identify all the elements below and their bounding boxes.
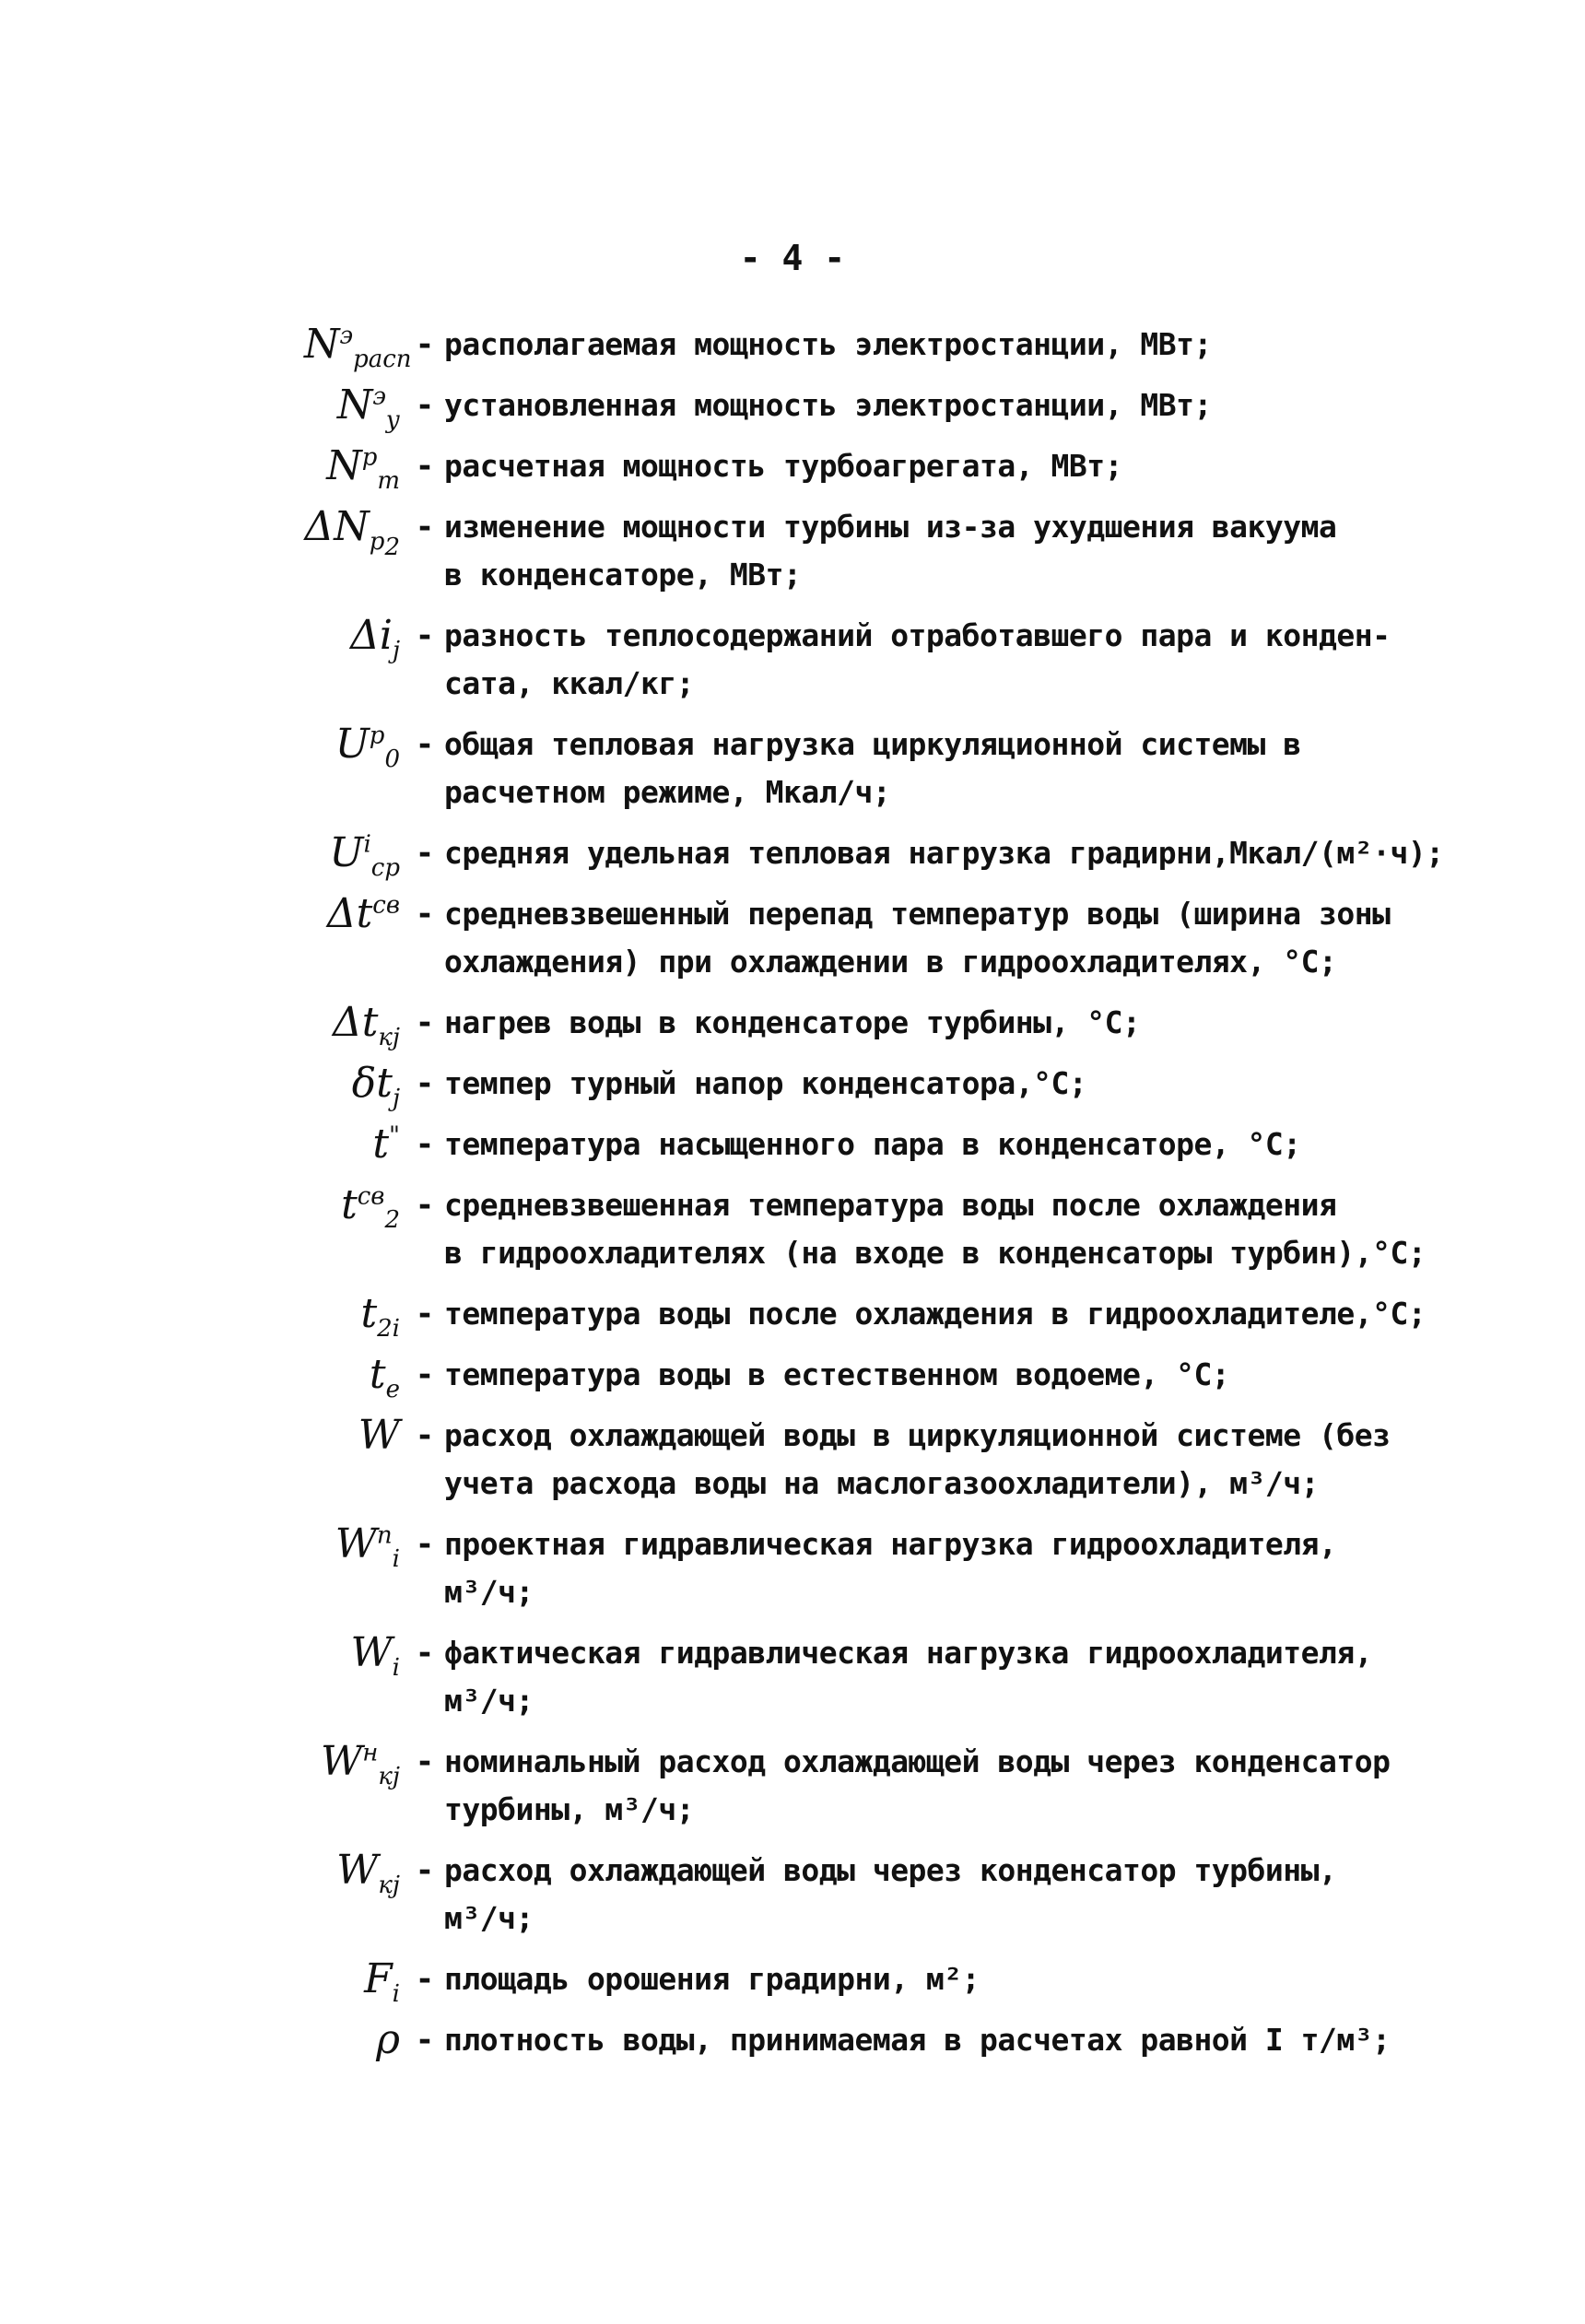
- definition-row: [304, 890, 1502, 986]
- definition-symbol: $t^{св}_2$: [341, 1181, 400, 1234]
- definition-dash: -: [415, 1065, 435, 1102]
- definition-row: [304, 1847, 1502, 1943]
- definition-text: фактическая гидравлическая нагрузка гидроохладителя, м³/ч;: [444, 1635, 1373, 1719]
- definition-row: [304, 829, 1502, 882]
- definition-text: температура воды после охлаждения в гидроохладителе,°С;: [444, 1296, 1426, 1332]
- definition-symbol: $t_{2i}$: [360, 1290, 400, 1343]
- definition-dash: -: [415, 2022, 435, 2059]
- definition-dash: -: [415, 1526, 435, 1563]
- definition-text: средняя удельная тепловая нагрузка градирни,Мкал/(м²·ч);: [444, 835, 1444, 871]
- definition-text: плотность воды, принимаемая в расчетах равной I т/м³;: [444, 2022, 1391, 2058]
- definition-dash: -: [415, 835, 435, 872]
- definition-dash: -: [415, 1356, 435, 1393]
- definition-row: [304, 721, 1502, 816]
- definition-dash: -: [415, 1743, 435, 1780]
- definition-text: проектная гидравлическая нагрузка гидроохладителя, м³/ч;: [444, 1526, 1337, 1610]
- definition-text: средневзвешенная температура воды после охлаждения в гидроохладителях (на входе в конденсаторы турбин),°С;: [444, 1187, 1426, 1271]
- definition-symbol: $N^э_{расп}$: [304, 321, 412, 373]
- definition-text: расчетная мощность турбоагрегата, МВт;: [444, 448, 1122, 484]
- definition-row: [304, 1629, 1502, 1725]
- definition-dash: -: [415, 1187, 435, 1224]
- definition-text: общая тепловая нагрузка циркуляционной системы в расчетном режиме, Мкал/ч;: [444, 726, 1301, 810]
- definition-text: средневзвешенный перепад температур воды (ширина зоны охлаждения) при охлаждении в гидроохладителях, °С;: [444, 896, 1391, 980]
- definition-text: установленная мощность электростанции, МВт;: [444, 387, 1212, 423]
- definition-symbol: $W^п_i$: [335, 1520, 400, 1573]
- definition-text: температура воды в естественном водоеме, °С;: [444, 1356, 1230, 1392]
- definition-symbol: W: [358, 1412, 400, 1459]
- definition-row: [304, 1738, 1502, 1834]
- definition-row: [304, 442, 1502, 495]
- definition-dash: -: [415, 448, 435, 485]
- definition-row: [304, 2016, 1502, 2064]
- definition-text: изменение мощности турбины из-за ухудшения вакуума в конденсаторе, МВт;: [444, 509, 1337, 593]
- definitions-list: [304, 321, 1502, 2077]
- definition-row: [304, 1412, 1502, 1508]
- definition-dash: -: [415, 509, 435, 546]
- definition-symbol: $W_i$: [350, 1629, 400, 1682]
- definition-symbol: $\Delta t^{св}$: [326, 890, 400, 937]
- definition-row: [304, 503, 1502, 599]
- definition-text: разность теплосодержаний отработавшего пара и конден- сата, ккал/кг;: [444, 617, 1391, 701]
- definition-row: [304, 1351, 1502, 1403]
- definition-symbol: $\Delta i_j$: [350, 612, 400, 664]
- definition-symbol: $F_i$: [364, 1955, 400, 2008]
- definition-row: [304, 1181, 1502, 1277]
- definition-row: [304, 1290, 1502, 1343]
- definition-dash: -: [415, 1852, 435, 1889]
- definition-dash: -: [415, 1635, 435, 1672]
- definition-row: [304, 1060, 1502, 1112]
- definition-dash: -: [415, 1296, 435, 1332]
- definition-text: расход охлаждающей воды в циркуляционной системе (без учета расхода воды на маслогазоохладители), м³/ч;: [444, 1417, 1391, 1501]
- definition-symbol: $U^i_{ср}$: [329, 829, 400, 882]
- definition-text: номинальный расход охлаждающей воды через конденсатор турбины, м³/ч;: [444, 1743, 1391, 1827]
- definition-dash: -: [415, 1961, 435, 1998]
- definition-symbol: $\delta t_j$: [351, 1060, 400, 1112]
- definition-symbol: $\Delta t_{кj}$: [332, 999, 400, 1051]
- definition-text: располагаемая мощность электростанции, МВт;: [444, 326, 1212, 362]
- definition-row: [304, 381, 1502, 434]
- definition-symbol: $W^н_{кj}$: [321, 1738, 400, 1790]
- definition-symbol: $W_{кj}$: [336, 1847, 400, 1899]
- definition-dash: -: [415, 326, 435, 363]
- definition-symbol: t": [372, 1121, 400, 1168]
- definition-symbol: $N^р_т$: [326, 442, 400, 495]
- definition-dash: -: [415, 617, 435, 654]
- definition-dash: -: [415, 726, 435, 763]
- definition-row: [304, 1520, 1502, 1616]
- definition-text: температура насыщенного пара в конденсаторе, °С;: [444, 1126, 1301, 1162]
- definition-row: [304, 1955, 1502, 2008]
- definition-symbol: $t_е$: [369, 1351, 400, 1403]
- definition-dash: -: [415, 1417, 435, 1454]
- definition-dash: -: [415, 387, 435, 424]
- definition-text: площадь орошения градирни, м²;: [444, 1961, 980, 1997]
- definition-symbol: $U^р_0$: [335, 721, 400, 773]
- definition-dash: -: [415, 896, 435, 933]
- definition-row: [304, 1121, 1502, 1168]
- definition-text: нагрев воды в конденсаторе турбины, °С;: [444, 1004, 1141, 1040]
- definition-text: темпер турный напор конденсатора,°С;: [444, 1065, 1087, 1101]
- definition-row: [304, 321, 1502, 373]
- definition-symbol: $\Delta N_{р_2}$: [304, 503, 400, 561]
- definition-dash: -: [415, 1126, 435, 1163]
- definition-dash: -: [415, 1004, 435, 1041]
- definition-symbol: ρ: [376, 2016, 400, 2063]
- definition-text: расход охлаждающей воды через конденсатор турбины, м³/ч;: [444, 1852, 1337, 1936]
- page-number: - 4 -: [739, 238, 846, 278]
- definition-row: [304, 999, 1502, 1051]
- definition-row: [304, 612, 1502, 708]
- definition-symbol: $N^э_у$: [336, 381, 400, 434]
